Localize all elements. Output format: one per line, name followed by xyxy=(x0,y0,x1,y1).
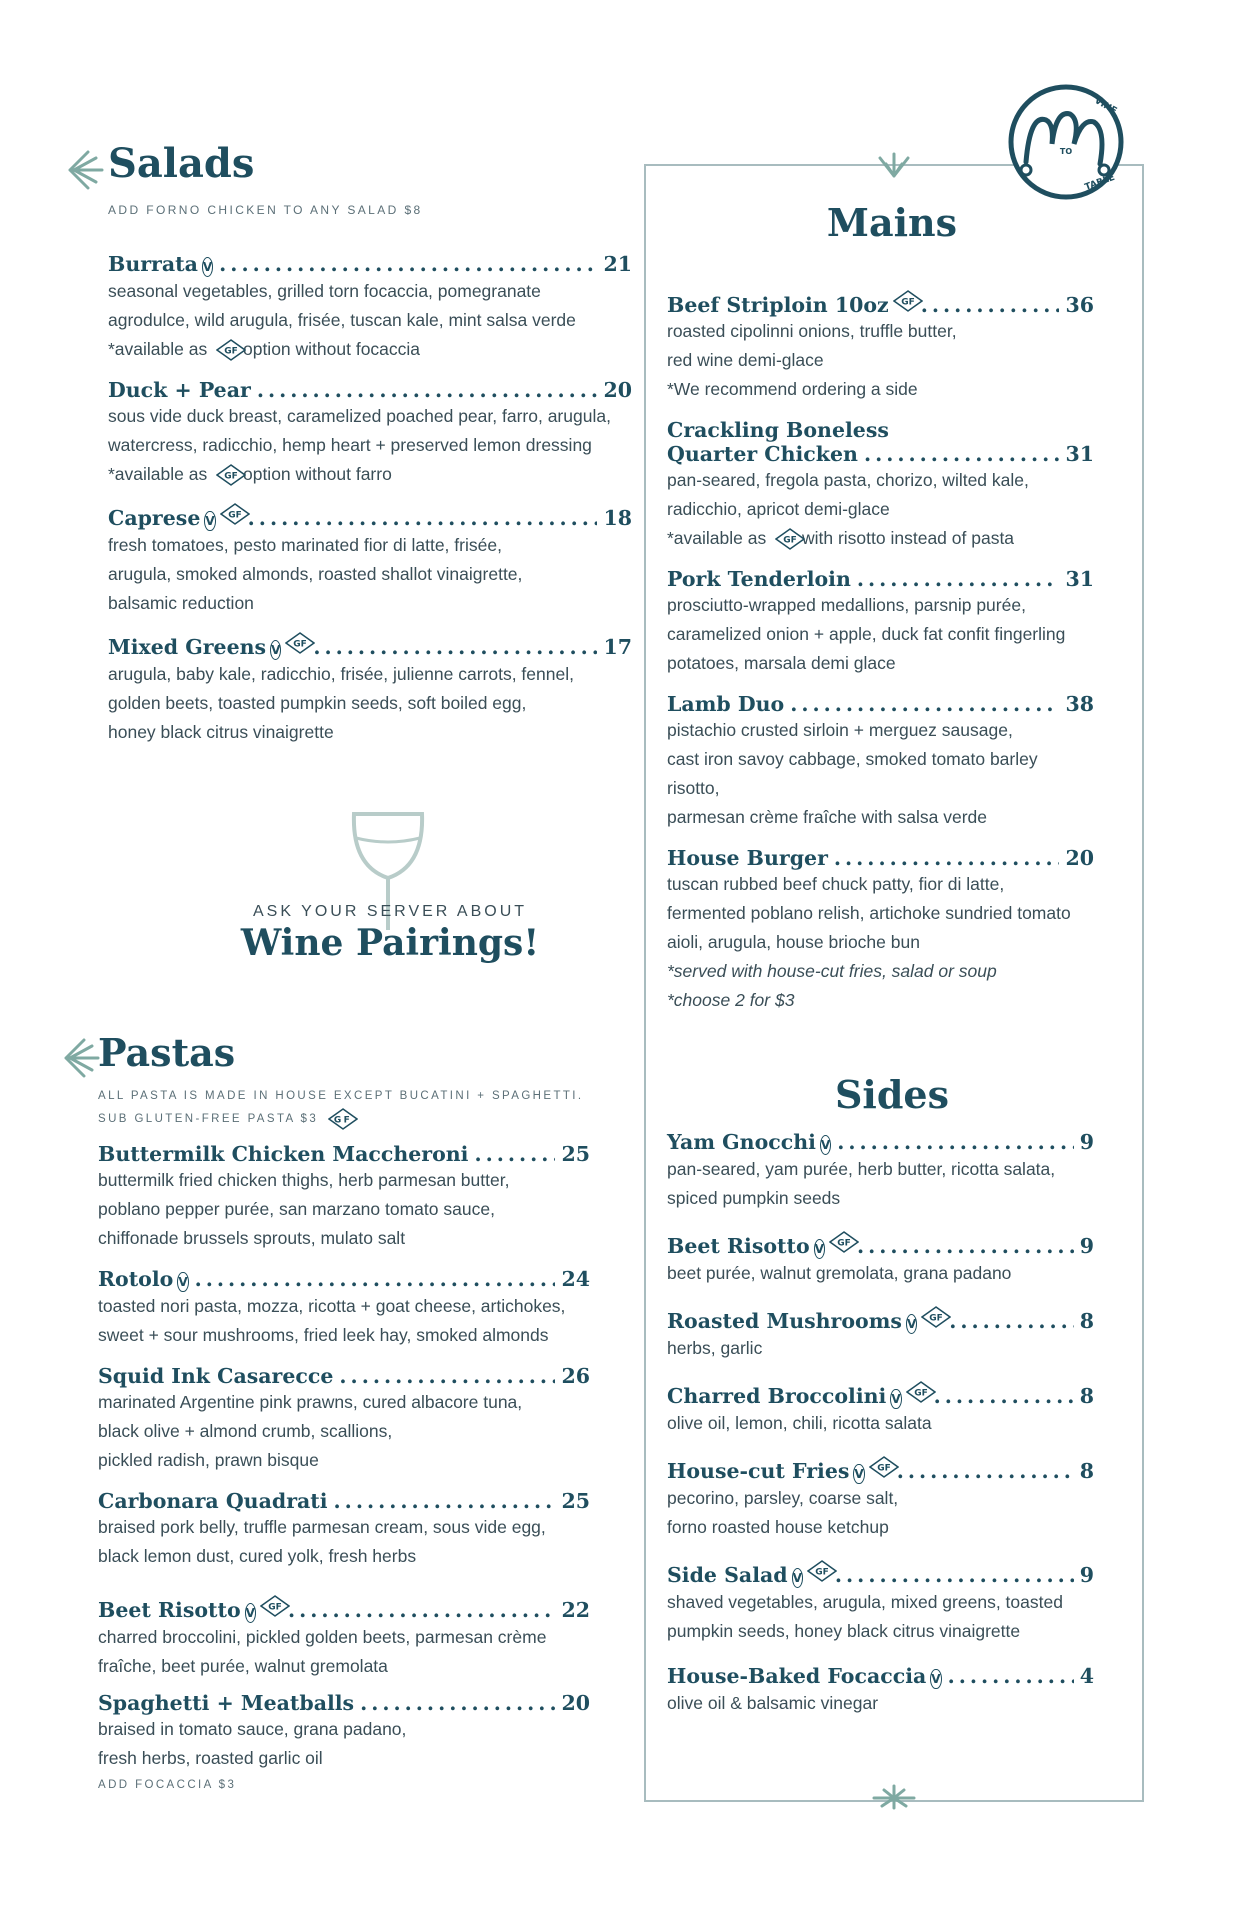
item-desc-line: roasted cipolinni onions, truffle butter, xyxy=(667,321,957,341)
menu-item-pork-tenderloin xyxy=(667,567,1094,678)
leader-dots xyxy=(360,1691,555,1715)
item-desc-line: braised in tomato sauce, grana padano, xyxy=(98,1719,407,1739)
item-name: Duck + Pear xyxy=(108,378,251,402)
item-price: 31 xyxy=(1065,442,1094,466)
leader-dots xyxy=(857,1234,1074,1258)
svg-text:GF: GF xyxy=(929,1313,944,1324)
item-desc-line: watercress, radicchio, hemp heart + preserved lemon dressing xyxy=(108,435,592,455)
item-price: 25 xyxy=(561,1142,590,1166)
menu-item-rotolo xyxy=(98,1267,590,1350)
item-desc-line: pumpkin seeds, honey black citrus vinaigrette xyxy=(667,1621,1021,1641)
sides-title: Sides xyxy=(834,1072,950,1117)
item-desc-line: *We recommend ordering a side xyxy=(667,379,918,399)
item-price: 26 xyxy=(561,1364,590,1388)
item-price: 20 xyxy=(1065,846,1094,870)
mains-list xyxy=(667,290,1094,1015)
item-price: 9 xyxy=(1079,1234,1094,1258)
item-name: Buttermilk Chicken Maccheroni xyxy=(98,1142,469,1166)
item-price: 18 xyxy=(603,506,632,530)
item-price: 21 xyxy=(603,252,632,276)
menu-item-burrata xyxy=(108,252,632,364)
item-desc-line: charred broccolini, pickled golden beets, parmesan crème xyxy=(98,1627,547,1647)
v-circle-icon: V xyxy=(177,1272,188,1292)
salads-note: ADD FORNO CHICKEN TO ANY SALAD $8 xyxy=(108,203,423,217)
item-desc-line: agrodulce, wild arugula, frisée, tuscan kale, mint salsa verde xyxy=(108,310,576,330)
svg-text:GF: GF xyxy=(268,1602,282,1613)
item-price: 20 xyxy=(561,1691,590,1715)
item-name: Beet Risotto xyxy=(667,1234,810,1258)
v-circle-icon: V xyxy=(245,1603,256,1623)
leader-dots xyxy=(834,846,1060,870)
leader-dots xyxy=(857,567,1060,591)
svg-text:GF: GF xyxy=(783,535,797,546)
v-circle-icon: V xyxy=(906,1314,917,1334)
leader-dots xyxy=(288,1598,556,1622)
svg-text:GF: GF xyxy=(913,1388,928,1399)
leader-dots xyxy=(257,378,598,402)
leader-dots xyxy=(195,1267,556,1291)
item-name: Quarter Chicken xyxy=(667,442,858,466)
menu-item-beet-risotto-side xyxy=(667,1231,1094,1288)
menu-item-house-cut-fries xyxy=(667,1456,1094,1542)
item-desc-line: aioli, arugula, house brioche bun xyxy=(667,932,920,952)
wine-pairings-title: Wine Pairings! xyxy=(240,922,540,964)
gf-note-before: *available as xyxy=(108,339,208,359)
item-desc-line: fermented poblano relish, artichoke sundried tomato xyxy=(667,903,1071,923)
item-desc-line: fresh tomatoes, pesto marinated fior di latte, frisée, xyxy=(108,535,502,555)
gf-note-after: option without focaccia xyxy=(242,339,421,359)
item-name: Spaghetti + Meatballs xyxy=(98,1691,355,1715)
menu-item-carbonara-quadrati xyxy=(98,1489,590,1571)
item-name: Pork Tenderloin xyxy=(667,567,851,591)
vine-to-table-logo xyxy=(996,84,1136,200)
item-desc-line: pickled radish, prawn bisque xyxy=(98,1450,319,1470)
menu-item-lamb-duo xyxy=(667,692,1094,832)
item-name: Side Salad xyxy=(667,1563,788,1587)
item-name: Carbonara Quadrati xyxy=(98,1489,328,1513)
item-name: Yam Gnocchi xyxy=(667,1130,816,1154)
item-desc-line: fresh herbs, roasted garlic oil xyxy=(98,1748,323,1768)
wine-ask-text: ASK YOUR SERVER ABOUT xyxy=(252,903,528,920)
item-desc-line: poblano pepper purée, san marzano tomato sauce, xyxy=(98,1199,495,1219)
svg-text:GF: GF xyxy=(837,1238,851,1249)
item-desc-line: herbs, garlic xyxy=(667,1338,763,1358)
gf-diamond-icon xyxy=(285,632,307,654)
menu-item-house-baked-focaccia xyxy=(667,1664,1094,1718)
leader-dots xyxy=(790,692,1059,716)
menu-item-roasted-mushrooms xyxy=(667,1306,1094,1363)
item-desc-line: radicchio, apricot demi-glace xyxy=(667,499,890,519)
v-circle-icon: V xyxy=(792,1568,803,1588)
item-desc-line: seasonal vegetables, grilled torn focaccia, pomegranate xyxy=(108,281,541,301)
item-desc-line: olive oil, lemon, chili, ricotta salata xyxy=(667,1413,932,1433)
leader-dots xyxy=(339,1364,555,1388)
menu-item-spaghetti-meatballs xyxy=(98,1691,590,1773)
item-desc-line: prosciutto-wrapped medallions, parsnip purée, xyxy=(667,595,1026,615)
item-price: 31 xyxy=(1065,567,1094,591)
item-desc-line: buttermilk fried chicken thighs, herb parmesan butter, xyxy=(98,1170,510,1190)
menu-item-beef-striploin xyxy=(667,290,1094,404)
agave-leaf-icon xyxy=(870,1784,918,1810)
item-desc-line: black olive + almond crumb, scallions, xyxy=(98,1421,393,1441)
gf-diamond-icon xyxy=(869,1456,891,1478)
item-name: Beet Risotto xyxy=(98,1598,241,1622)
gf-note-before: *available as xyxy=(108,464,208,484)
item-desc-line: sous vide duck breast, caramelized poached pear, farro, arugula, xyxy=(108,406,611,426)
item-price: 20 xyxy=(603,378,632,402)
item-desc-line: red wine demi-glace xyxy=(667,350,824,370)
item-price: 8 xyxy=(1079,1309,1094,1333)
menu-item-house-burger xyxy=(667,846,1094,1015)
item-desc-line: pistachio crusted sirloin + merguez sausage, xyxy=(667,720,1013,740)
item-price: 25 xyxy=(561,1489,590,1513)
gf-diamond-icon xyxy=(906,1381,928,1403)
item-italic-note: *choose 2 for $3 xyxy=(667,990,795,1010)
menu-item-duck-pear xyxy=(108,378,632,489)
menu-item-quarter-chicken xyxy=(667,418,1094,553)
item-desc-line: balsamic reduction xyxy=(108,593,254,613)
item-price: 8 xyxy=(1079,1384,1094,1408)
item-desc-line: braised pork belly, truffle parmesan cream, sous vide egg, xyxy=(98,1517,546,1537)
menu-item-yam-gnocchi xyxy=(667,1130,1094,1213)
leader-dots xyxy=(948,1664,1074,1688)
item-desc-line: shaved vegetables, arugula, mixed greens, toasted xyxy=(667,1592,1063,1612)
item-name: Charred Broccolini xyxy=(667,1384,887,1408)
item-price: 9 xyxy=(1079,1130,1094,1154)
item-desc-line: caramelized onion + apple, duck fat confit fingerling xyxy=(667,624,1066,644)
gf-diamond-icon xyxy=(921,1306,943,1328)
menu-item-buttermilk-chicken-maccheroni xyxy=(98,1142,590,1253)
gf-diamond-icon xyxy=(893,290,915,312)
item-desc-line: beet purée, walnut gremolata, grana padano xyxy=(667,1263,1012,1283)
gf-availability-note xyxy=(108,460,632,489)
logo-text-mid: TO xyxy=(1059,147,1073,156)
v-circle-icon: V xyxy=(853,1464,864,1484)
gf-note-before: *available as xyxy=(667,528,767,548)
item-desc-line: potatoes, marsala demi glace xyxy=(667,653,896,673)
gf-availability-note xyxy=(108,335,632,364)
pastas-title: Pastas xyxy=(98,1030,236,1075)
gf-availability-note xyxy=(667,524,1094,553)
svg-text:GF: GF xyxy=(227,510,242,521)
mains-title: Mains xyxy=(826,200,958,245)
gf-note-after: option without farro xyxy=(242,464,392,484)
svg-text:GF: GF xyxy=(224,471,238,482)
pastas-note-text: SUB GLUTEN-FREE PASTA $3 xyxy=(98,1113,319,1126)
sides-list xyxy=(667,1130,1094,1718)
v-circle-icon: V xyxy=(890,1389,901,1409)
item-desc-line: fraîche, beet purée, walnut gremolata xyxy=(98,1656,388,1676)
item-desc-line: olive oil & balsamic vinegar xyxy=(667,1693,879,1713)
gf-diamond-icon xyxy=(220,503,242,525)
svg-text:GF: GF xyxy=(224,346,238,357)
item-price: 22 xyxy=(561,1598,590,1622)
pastas-note-line1: ALL PASTA IS MADE IN HOUSE EXCEPT BUCATINI + SPAGHETTI. xyxy=(98,1090,584,1102)
leader-dots xyxy=(949,1309,1073,1333)
menu-item-charred-broccolini xyxy=(667,1381,1094,1438)
menu-item-squid-ink-casarecce xyxy=(98,1364,590,1475)
menu-item-mixed-greens xyxy=(108,632,632,747)
gf-diamond-icon xyxy=(260,1595,282,1617)
item-price: 9 xyxy=(1079,1563,1094,1587)
item-desc-line: sweet + sour mushrooms, fried leek hay, smoked almonds xyxy=(98,1325,549,1345)
item-desc-line: forno roasted house ketchup xyxy=(667,1517,889,1537)
item-desc-line: toasted nori pasta, mozza, ricotta + goat cheese, artichokes, xyxy=(98,1296,566,1316)
item-desc-line: black lemon dust, cured yolk, fresh herbs xyxy=(98,1546,417,1566)
v-circle-icon: V xyxy=(270,640,281,660)
item-price: 38 xyxy=(1065,692,1094,716)
leader-dots xyxy=(313,635,597,659)
svg-text:GF: GF xyxy=(293,639,308,650)
item-desc-line: marinated Argentine pink prawns, cured albacore tuna, xyxy=(98,1392,523,1412)
item-name: Roasted Mushrooms xyxy=(667,1309,902,1333)
svg-text:GF: GF xyxy=(900,297,915,308)
agave-leaf-icon xyxy=(68,148,104,192)
item-name: Squid Ink Casarecce xyxy=(98,1364,334,1388)
leader-dots xyxy=(934,1384,1074,1408)
item-name: Caprese xyxy=(108,506,201,530)
item-price: 17 xyxy=(603,635,632,659)
leader-dots xyxy=(248,506,598,530)
item-price: 36 xyxy=(1065,293,1094,317)
svg-text:GF: GF xyxy=(815,1567,829,1578)
agave-leaf-icon xyxy=(876,150,912,178)
item-name: Burrata xyxy=(108,252,198,276)
item-desc-line: arugula, baby kale, radicchio, frisée, julienne carrots, fennel, xyxy=(108,664,574,684)
logo-text-top: VINE xyxy=(1092,95,1119,117)
leader-dots xyxy=(219,252,597,276)
item-price: 8 xyxy=(1079,1459,1094,1483)
item-name: House-cut Fries xyxy=(667,1459,850,1483)
leader-dots xyxy=(835,1563,1074,1587)
leader-dots xyxy=(334,1489,556,1513)
item-desc-line: honey black citrus vinaigrette xyxy=(108,722,334,742)
item-desc-line: cast iron savoy cabbage, smoked tomato barley risotto, xyxy=(667,749,1038,798)
item-desc-line: golden beets, toasted pumpkin seeds, soft boiled egg, xyxy=(108,693,527,713)
item-desc-line: tuscan rubbed beef chuck patty, fior di latte, xyxy=(667,874,1005,894)
v-circle-icon: V xyxy=(930,1669,941,1689)
leader-dots xyxy=(897,1459,1074,1483)
gf-note-after: with risotto instead of pasta xyxy=(801,528,1015,548)
menu-item-caprese xyxy=(108,503,632,618)
leader-dots xyxy=(837,1130,1074,1154)
salads-list xyxy=(108,252,632,747)
item-name: House Burger xyxy=(667,846,828,870)
pastas-note-line2 xyxy=(98,1108,350,1130)
item-name: Mixed Greens xyxy=(108,635,267,659)
item-name: Beef Striploin 10oz xyxy=(667,293,889,317)
pastas-list xyxy=(98,1142,590,1791)
item-desc-line: arugula, smoked almonds, roasted shallot vinaigrette, xyxy=(108,564,523,584)
item-desc-line: pecorino, parsley, coarse salt, xyxy=(667,1488,899,1508)
gf-diamond-icon xyxy=(775,528,797,550)
gf-diamond-icon xyxy=(216,339,238,361)
leader-dots xyxy=(474,1142,555,1166)
leader-dots xyxy=(921,293,1060,317)
item-name: Rotolo xyxy=(98,1267,174,1291)
item-price: 24 xyxy=(561,1267,590,1291)
gf-diamond-icon xyxy=(829,1231,851,1253)
logo-text-bottom: TABLE xyxy=(1083,172,1117,193)
gf-diamond-icon xyxy=(328,1108,350,1130)
svg-text:GF: GF xyxy=(333,1115,352,1126)
item-name: House-Baked Focaccia xyxy=(667,1664,927,1688)
item-name: Lamb Duo xyxy=(667,692,785,716)
item-desc-line: pan-seared, fregola pasta, chorizo, wilted kale, xyxy=(667,470,1029,490)
gf-diamond-icon xyxy=(807,1560,829,1582)
v-circle-icon: V xyxy=(814,1239,825,1259)
v-circle-icon: V xyxy=(820,1135,831,1155)
menu-item-beet-risotto-pasta xyxy=(98,1595,590,1681)
pastas-footer: ADD FOCACCIA $3 xyxy=(98,1779,237,1791)
svg-text:GF: GF xyxy=(876,1463,891,1474)
item-desc-line: chiffonade brussels sprouts, mulato salt xyxy=(98,1228,406,1248)
item-price: 4 xyxy=(1079,1664,1094,1688)
gf-diamond-icon xyxy=(216,464,238,486)
item-desc-line: pan-seared, yam purée, herb butter, ricotta salata, xyxy=(667,1159,1056,1179)
leader-dots xyxy=(864,442,1060,466)
item-desc-line: spiced pumpkin seeds xyxy=(667,1188,841,1208)
v-circle-icon: V xyxy=(202,257,213,277)
menu-item-side-salad xyxy=(667,1560,1094,1646)
item-desc-line: parmesan crème fraîche with salsa verde xyxy=(667,807,987,827)
salads-title: Salads xyxy=(108,140,255,187)
item-name-line1: Crackling Boneless xyxy=(667,418,889,442)
agave-leaf-icon xyxy=(64,1036,100,1080)
item-italic-note: *served with house-cut fries, salad or soup xyxy=(667,961,997,981)
v-circle-icon: V xyxy=(204,511,215,531)
